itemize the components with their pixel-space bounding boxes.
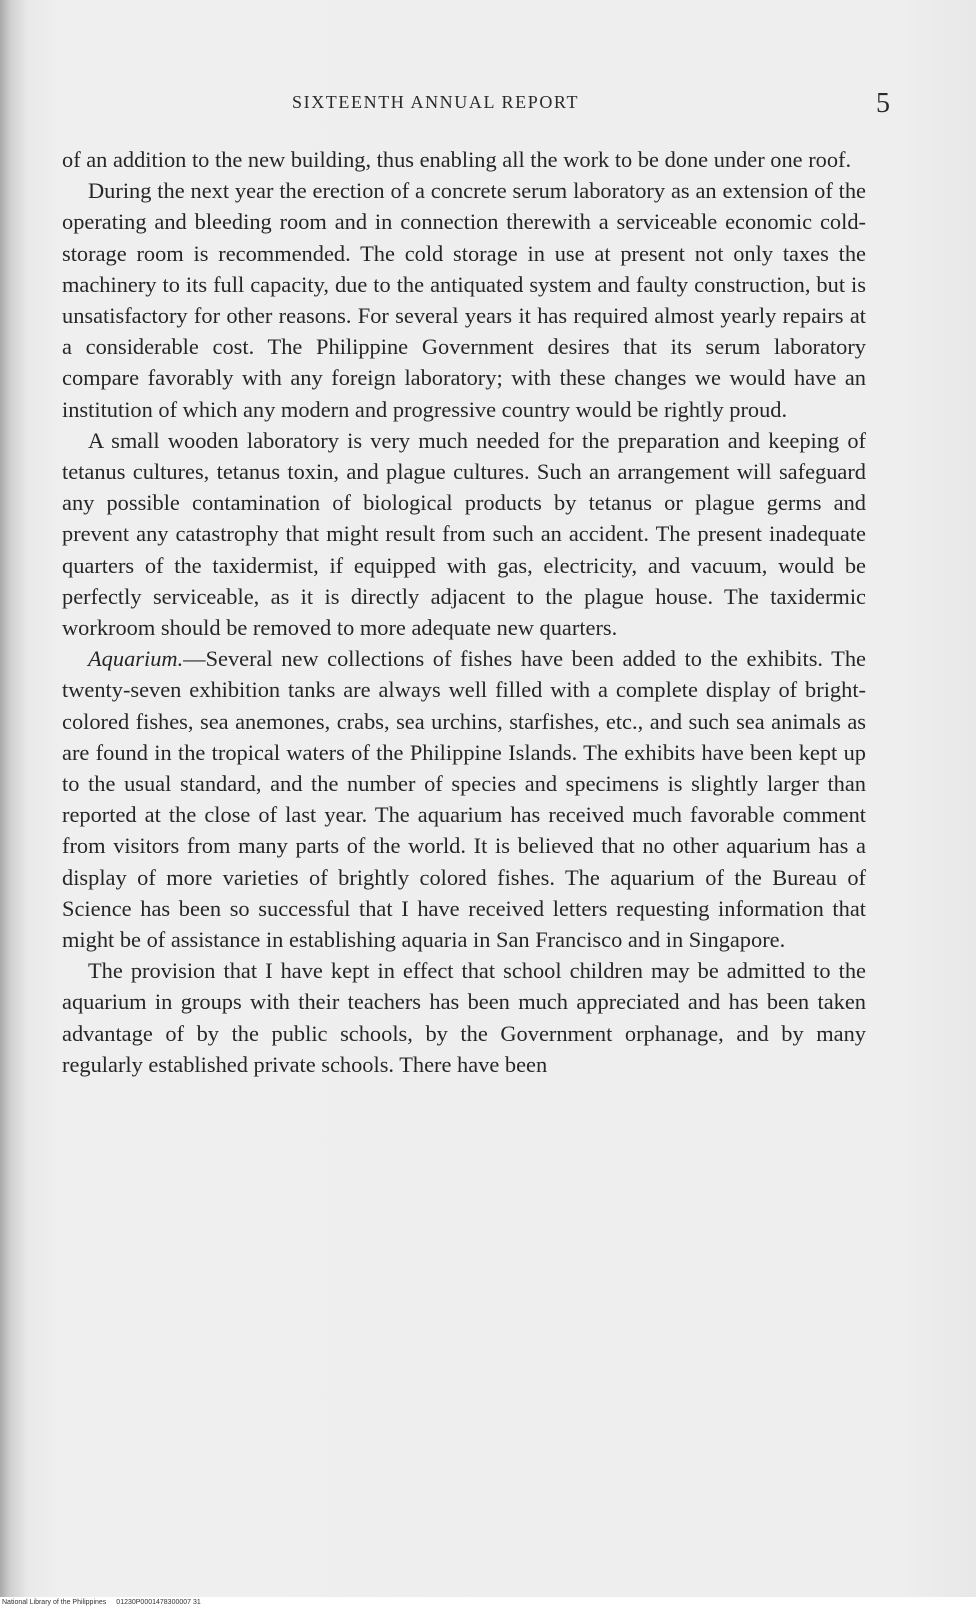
footer-credit: [2, 1599, 201, 1606]
paragraph-school-children: The provision that I have kept in effect that school children may be admitted to the aquarium in groups with their teachers has been much appreciated and has been taken advantage of by the public schools, by the Government orphanage, and by many regularly established private schools. There have been: [62, 958, 866, 1077]
paragraph-serum-laboratory: During the next year the erection of a concrete serum laboratory as an extension of the operating and bleeding room and in connection therewith a serviceable economic cold-storage room is recommended. The cold storage in use at present not only taxes the machinery to its full capacity, due to the antiquated system and faulty construction, but is unsatisfactory for other reasons. For several years it has required almost yearly repairs at a considerable cost. The Philippine Government desires that its serum laboratory compare favorably with any foreign laboratory; with these changes we would have an institution of which any modern and progressive country would be rightly proud.: [62, 178, 866, 422]
running-title: SIXTEENTH ANNUAL REPORT: [292, 92, 580, 112]
footer-identifier: 01230P0001478300007 31: [116, 1599, 201, 1606]
paragraph-continuation: of an addition to the new building, thus enabling all the work to be done under one roof.: [62, 147, 852, 172]
paragraph-aquarium: [62, 643, 866, 955]
footer-library: National Library of the Philippines: [2, 1599, 107, 1606]
running-header: [0, 88, 976, 118]
paragraph-wooden-laboratory: A small wooden laboratory is very much needed for the preparation and keeping of tetanus cultures, tetanus toxin, and plague cultures. Such an arrangement will safeguard any possible contamination of biological products by tetanus or plague germs and prevent any catastrophy that might result from such an accident. The present inadequate quarters of the taxidermist, if equipped with gas, electricity, and vacuum, would be perfectly serviceable, as it is directly adjacent to the plague house. The taxidermic workroom should be removed to more adequate new quarters.: [62, 427, 866, 641]
aquarium-heading: Aquarium.: [88, 646, 184, 672]
page-number: 5: [876, 88, 890, 119]
body-text: [62, 144, 866, 1080]
aquarium-text: —Several new collections of fishes have been added to the exhibits. The twenty-seven exhibition tanks are always well filled with a complete display of bright-colored fishes, sea anemones, crabs, sea urchins, starfishes, etc., and such sea animals as are found in the tropical waters of the Philippine Islands. The exhibits have been kept up to the usual standard, and the number of species and specimens is slightly larger than reported at the close of last year. The aquarium has received much favorable comment from visitors from many parts of the world. It is believed that no other aquarium has a display of more varieties of brightly colored fishes. The aquarium of the Bureau of Science has been so successful that I have received letters requesting information that might be of assistance in establishing aquaria in San Francisco and in Singapore.: [62, 646, 866, 953]
